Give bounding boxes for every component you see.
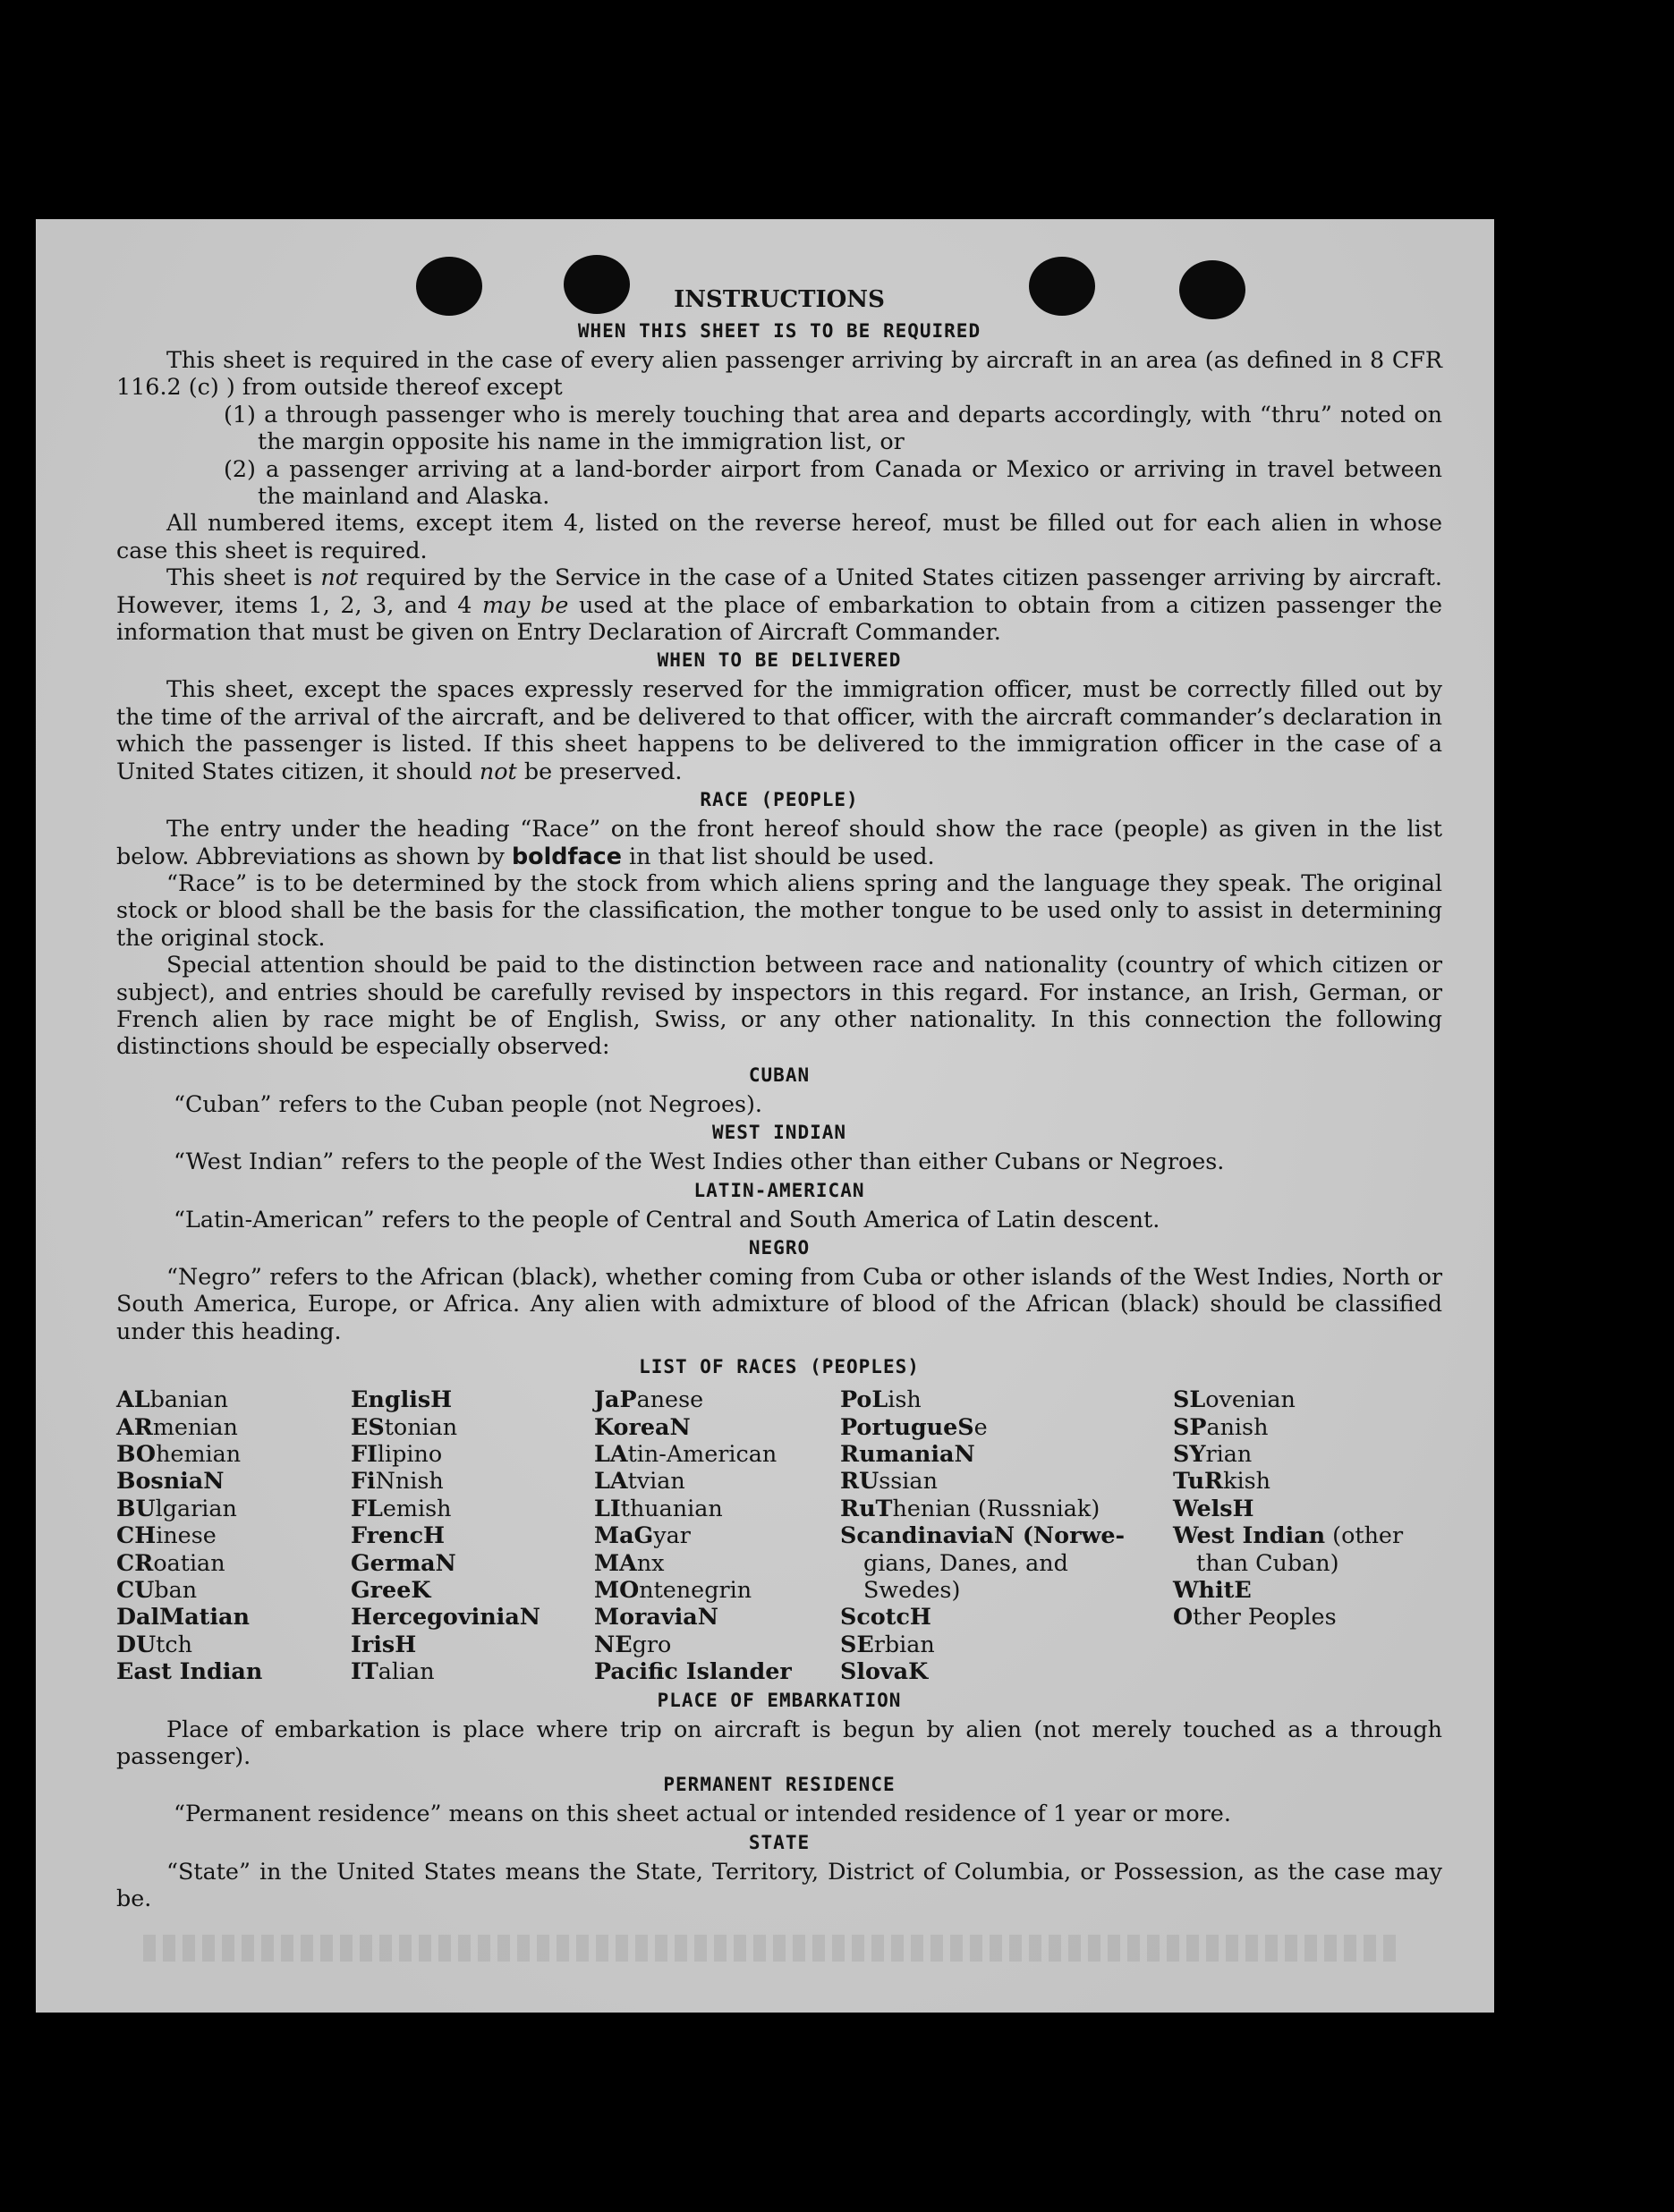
race-abbrev: N [519, 1603, 540, 1631]
race-text: ntenegrin [639, 1576, 752, 1604]
race-abbrev: O [1173, 1603, 1194, 1631]
race-entry [1173, 1386, 1441, 1412]
race-entry [351, 1603, 594, 1630]
paragraph: “State” in the United States means the State, Territory, District of Columbia, or Possession, as the case may be. [116, 1857, 1442, 1912]
section-heading: WEST INDIAN [711, 1122, 847, 1144]
section-heading: STATE [748, 1831, 811, 1853]
race-abbrev: Whit [1173, 1576, 1235, 1604]
race-abbrev: Frenc [351, 1521, 424, 1549]
race-text: tin-American [627, 1440, 778, 1467]
race-entry [840, 1413, 1173, 1440]
race-abbrev: RuT [840, 1494, 893, 1521]
race-entry [116, 1386, 351, 1412]
race-entry [1173, 1576, 1441, 1603]
race-abbrev: SP [1173, 1412, 1207, 1440]
race-entry [594, 1576, 840, 1603]
race-entry [840, 1657, 1173, 1684]
race-abbrev: N [697, 1603, 718, 1631]
race-text: thuanian [620, 1494, 723, 1521]
list-item: (2) a passenger arriving at a land-border airport from Canada or Mexico or arriving in travel between the mainland and Alaska. [224, 454, 1442, 510]
page-title: INSTRUCTIONS [674, 286, 885, 313]
race-entry [1173, 1549, 1441, 1576]
race-text: Swedes) [863, 1576, 961, 1604]
race-column [116, 1386, 351, 1684]
section-heading: RACE (PEOPLE) [700, 789, 859, 811]
race-entry [594, 1603, 840, 1630]
race-entry [116, 1521, 351, 1548]
race-entry [840, 1631, 1173, 1657]
section-heading: LIST OF RACES (PEOPLES) [639, 1356, 920, 1378]
definition: “Latin-American” refers to the people of Central and South America of Latin descent. [174, 1205, 1160, 1233]
race-entry [840, 1467, 1173, 1494]
race-abbrev: Matian [159, 1603, 250, 1631]
race-entry [351, 1467, 594, 1494]
definition: “West Indian” refers to the people of the West Indies other than either Cubans or Negroes. [174, 1148, 1225, 1175]
emphasis: boldface [511, 842, 622, 869]
race-text: than Cuban) [1196, 1548, 1339, 1576]
race-abbrev: N (Norwe- [993, 1521, 1126, 1549]
race-abbrev: Pacific Islander [594, 1657, 792, 1685]
bleed-through-text [143, 1935, 1396, 1962]
paragraph [116, 564, 1442, 645]
race-text: rian [1205, 1440, 1253, 1467]
paragraph: This sheet is required in the case of every alien passenger arriving by aircraft in an area (as defined in 8 CFR 116.2 (c) ) from outside thereof except [116, 346, 1442, 401]
race-list [116, 1386, 1442, 1684]
paragraph [116, 675, 1442, 784]
race-abbrev: West Indian [1173, 1521, 1326, 1549]
race-abbrev: NE [594, 1630, 633, 1657]
section-heading: CUBAN [748, 1064, 811, 1086]
definition: “Cuban” refers to the Cuban people (not Negroes). [174, 1089, 762, 1117]
race-text: nx [636, 1548, 665, 1576]
race-abbrev: Slova [840, 1657, 909, 1685]
race-abbrev: Germa [351, 1548, 436, 1576]
race-entry [116, 1657, 351, 1684]
race-text: gians, Danes, and [863, 1548, 1068, 1576]
race-abbrev: N [435, 1548, 456, 1576]
list-item: (1) a through passenger who is merely touching that area and departs accordingly, with “thru” noted on the margin opposite his name in the immigration list, or [224, 400, 1442, 455]
race-abbrev: Iris [351, 1630, 395, 1657]
race-text: alian [378, 1657, 435, 1685]
race-abbrev: Moravia [594, 1603, 698, 1631]
emphasis: not [320, 564, 359, 591]
race-entry [1173, 1603, 1441, 1630]
race-entry [351, 1576, 594, 1603]
race-entry [840, 1495, 1173, 1521]
race-abbrev: DU [116, 1630, 157, 1657]
race-text: (other [1325, 1521, 1404, 1549]
instructions-content [116, 284, 1442, 1912]
race-entry [351, 1386, 594, 1412]
race-entry [116, 1576, 351, 1603]
race-text: lipino [377, 1440, 443, 1467]
section-heading: WHEN TO BE DELIVERED [657, 649, 902, 672]
race-abbrev: Scandinavia [840, 1521, 994, 1549]
race-text: yar [653, 1521, 691, 1549]
race-abbrev: SL [1173, 1386, 1206, 1413]
race-abbrev: Englis [351, 1386, 431, 1413]
race-abbrev: Dal [116, 1603, 160, 1631]
definition: “Permanent residence” means on this sheet actual or intended residence of 1 year or more. [174, 1800, 1231, 1827]
race-abbrev: Rumania [840, 1440, 955, 1467]
race-abbrev: Bosnia [116, 1467, 204, 1495]
race-column [594, 1386, 840, 1684]
race-text: lgarian [155, 1494, 237, 1521]
race-abbrev: K [411, 1576, 431, 1604]
race-entry [594, 1549, 840, 1576]
race-abbrev: Fi [351, 1467, 376, 1495]
race-entry [594, 1657, 840, 1684]
race-column [1173, 1386, 1441, 1684]
race-abbrev: Scotc [840, 1603, 910, 1631]
section-heading: PERMANENT RESIDENCE [663, 1774, 896, 1796]
race-entry [116, 1467, 351, 1494]
section-heading: LATIN-AMERICAN [693, 1179, 865, 1201]
race-abbrev: H [395, 1630, 417, 1657]
race-abbrev: Hercegovinia [351, 1603, 520, 1631]
race-entry [351, 1657, 594, 1684]
race-entry [116, 1440, 351, 1467]
text-run: be preserved. [516, 757, 683, 784]
race-abbrev: ES [351, 1412, 385, 1440]
race-entry [351, 1440, 594, 1467]
race-text: anese [636, 1386, 704, 1413]
race-abbrev: Korea [594, 1412, 670, 1440]
race-entry [116, 1495, 351, 1521]
race-abbrev: LA [594, 1467, 628, 1495]
race-entry [116, 1603, 351, 1630]
race-entry [594, 1386, 840, 1412]
paragraph: Special attention should be paid to the distinction between race and nationality (country of which citizen or subject), and entries should be carefully revised by inspectors in this regard. For instance, an Irish, German, or French alien by race might be of English, Swiss, or any other nationality. In this connection the following distinctions should be especially observed: [116, 951, 1442, 1060]
race-entry [1173, 1467, 1441, 1494]
race-abbrev: SE [840, 1630, 874, 1657]
race-entry [594, 1467, 840, 1494]
race-entry [1173, 1521, 1441, 1548]
race-entry [594, 1521, 840, 1548]
race-abbrev: BU [116, 1494, 156, 1521]
race-text: ssian [879, 1467, 938, 1495]
race-entry [116, 1413, 351, 1440]
race-text: e [973, 1412, 988, 1440]
race-abbrev: LI [594, 1494, 621, 1521]
race-abbrev: BO [116, 1440, 157, 1467]
race-abbrev: IT [351, 1657, 378, 1685]
emphasis: may be [481, 590, 569, 618]
race-abbrev: JaP [594, 1386, 637, 1413]
paragraph: All numbered items, except item 4, listed on the reverse hereof, must be filled out for each alien in whose case this sheet is required. [116, 509, 1442, 564]
race-text: tch [156, 1630, 192, 1657]
text-run: This sheet, except the spaces expressly reserved for the immigration officer, must be correctly filled out by the time of the arrival of the aircraft, and be delivered to that officer, with the aircraft commander’s declaration in which the passenger is listed. If this sheet happens to be delivered to the immigration officer in the case of a United States citizen, it should [116, 675, 1442, 784]
race-entry [840, 1603, 1173, 1630]
paragraph: “Negro” refers to the African (black), whether coming from Cuba or other islands of the West Indies, North or South America, Europe, or Africa. Any alien with admixture of blood of the African (black) should be classified under this heading. [116, 1262, 1442, 1344]
race-entry [116, 1631, 351, 1657]
race-entry [840, 1440, 1173, 1467]
race-abbrev: MA [594, 1548, 637, 1576]
race-abbrev: RU [840, 1467, 879, 1495]
race-abbrev: H [909, 1603, 931, 1631]
race-text: oatian [153, 1548, 225, 1576]
race-abbrev: LA [594, 1440, 628, 1467]
race-text: hemian [156, 1440, 242, 1467]
race-text: emish [382, 1494, 452, 1521]
race-abbrev: FL [351, 1494, 383, 1521]
emphasis: not [479, 757, 517, 784]
text-run: This sheet is [166, 564, 321, 591]
race-entry [116, 1549, 351, 1576]
race-abbrev: H [1232, 1494, 1254, 1521]
race-text: tonian [384, 1412, 458, 1440]
race-entry [594, 1413, 840, 1440]
section-heading: PLACE OF EMBARKATION [657, 1689, 902, 1711]
race-text: ban [154, 1576, 198, 1604]
race-entry [840, 1576, 1173, 1603]
race-text: tvian [627, 1467, 685, 1495]
race-text: ovenian [1205, 1386, 1296, 1413]
race-text: Nnish [375, 1467, 444, 1495]
race-entry [1173, 1440, 1441, 1467]
race-text: kish [1223, 1467, 1271, 1495]
text-run: in that list should be used. [621, 842, 935, 869]
race-text: ish [888, 1386, 922, 1413]
race-abbrev: MaG [594, 1521, 654, 1549]
race-abbrev: PoL [840, 1386, 888, 1413]
text-run: required by the Service in the case of a United States citizen passenger arriving by aircraft. However, items 1, 2, 3, and 4 [116, 564, 1442, 618]
race-text: menian [152, 1412, 238, 1440]
race-abbrev: AR [116, 1412, 153, 1440]
paragraph [116, 815, 1442, 869]
race-abbrev: E [1234, 1576, 1252, 1604]
section-heading: WHEN THIS SHEET IS TO BE REQUIRED [577, 320, 981, 342]
race-text: anish [1206, 1412, 1269, 1440]
race-abbrev: AL [116, 1386, 150, 1413]
race-abbrev: CH [116, 1521, 157, 1549]
race-abbrev: H [430, 1386, 453, 1413]
race-entry [840, 1521, 1173, 1548]
race-entry [840, 1386, 1173, 1412]
race-text: gro [632, 1630, 672, 1657]
race-abbrev: CR [116, 1548, 154, 1576]
race-abbrev: N [669, 1412, 691, 1440]
race-abbrev: SY [1173, 1440, 1206, 1467]
text-run: The entry under the heading “Race” on the front hereof should show the race (people) as given in the list below. Abbreviations as shown by [116, 815, 1442, 869]
race-abbrev: MO [594, 1576, 640, 1604]
race-abbrev: Wels [1173, 1494, 1233, 1521]
race-column [351, 1386, 594, 1684]
race-abbrev: N [954, 1440, 975, 1467]
race-text: inese [156, 1521, 217, 1549]
race-entry [594, 1631, 840, 1657]
paragraph: “Race” is to be determined by the stock from which aliens spring and the language they speak. The original stock or blood shall be the basis for the classification, the mother tongue to be used only to assist in determining the original stock. [116, 869, 1442, 951]
race-abbrev: Gree [351, 1576, 412, 1604]
section-heading: NEGRO [748, 1236, 811, 1259]
race-entry [351, 1495, 594, 1521]
race-column [840, 1386, 1173, 1684]
race-text: rbian [873, 1630, 935, 1657]
race-entry [351, 1521, 594, 1548]
race-entry [351, 1631, 594, 1657]
race-entry [1173, 1413, 1441, 1440]
race-abbrev: CU [116, 1576, 155, 1604]
race-entry [594, 1495, 840, 1521]
race-abbrev: H [423, 1521, 446, 1549]
race-entry [594, 1440, 840, 1467]
paragraph: Place of embarkation is place where trip on aircraft is begun by alien (not merely touched as a through passenger). [116, 1715, 1442, 1770]
race-text: henian (Russniak) [892, 1494, 1100, 1521]
instruction-sheet [36, 219, 1494, 2013]
race-abbrev: K [908, 1657, 929, 1685]
race-entry [351, 1549, 594, 1576]
race-entry [351, 1413, 594, 1440]
race-abbrev: N [203, 1467, 225, 1495]
text-run: used at the place of embarkation to obtain from a citizen passenger the information that must be given on Entry Declaration of Aircraft Commander. [116, 590, 1442, 646]
race-abbrev: East Indian [116, 1657, 263, 1685]
race-abbrev: FI [351, 1440, 378, 1467]
race-text: banian [149, 1386, 228, 1413]
race-text: ther Peoples [1193, 1603, 1337, 1631]
race-entry [840, 1549, 1173, 1576]
race-abbrev: PortugueS [840, 1412, 974, 1440]
race-entry [1173, 1495, 1441, 1521]
race-abbrev: TuR [1173, 1467, 1224, 1495]
